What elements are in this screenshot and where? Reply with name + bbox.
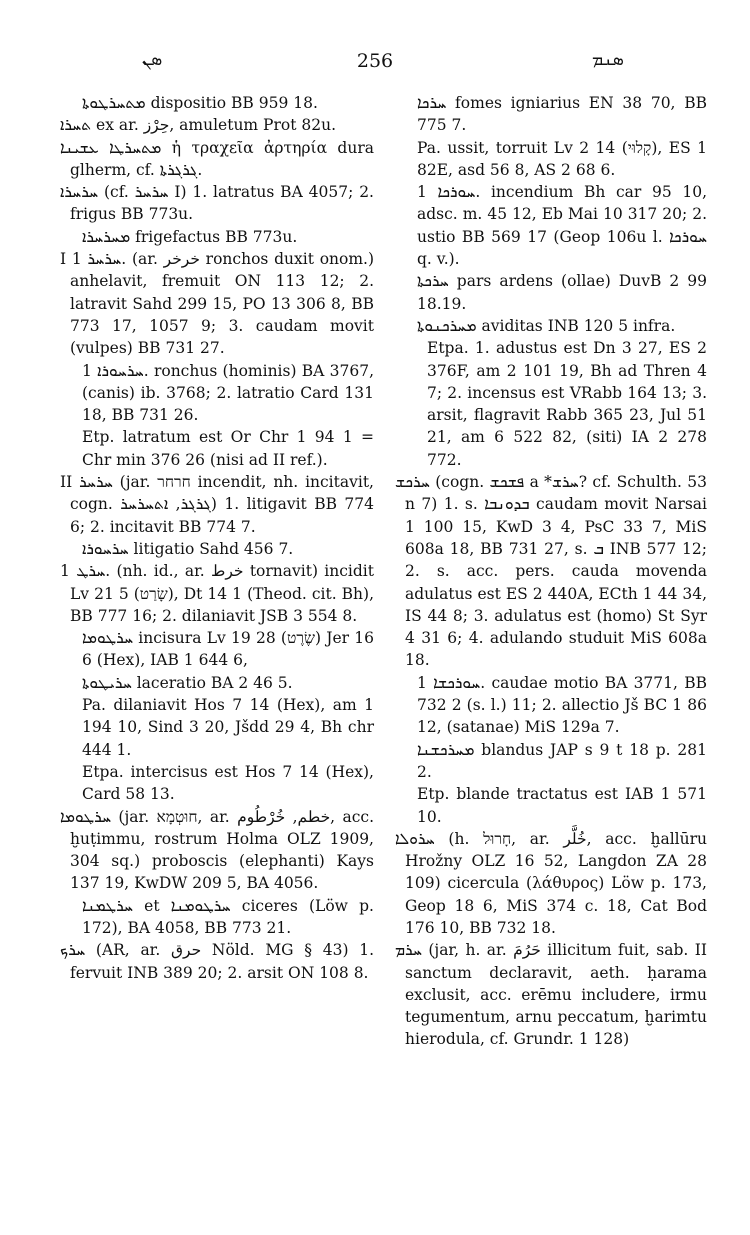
page-number: 256: [356, 50, 394, 72]
dictionary-entry: ܚܪܟܫ (cogn. ܦܫܟܫ a *ܚܪܫ? cf. Schulth. 53 n 7) 1. s. ܒܕܘܢܒܐ caudam movit Narsai 1 100 15, KwD 3 4, PsC 33 7, MiS 608a 18, BB 731 27, s. ܒ INB 577 12; 2. s. acc. pers. cauda movenda adulatus est ES 2 440A, ECth 1 44 34, IS 44 8; 3. adulatus est (homo) St Syr 4 31 6; 4. adulando studuit MiS 608a 18.: [395, 473, 708, 670]
dictionary-entry: ܡܚܪܟܢܘܬܐ aviditas INB 120 5 infra.: [417, 316, 676, 335]
dictionary-entry: ܚܘܪܟܐ 1. incendium Bh car 95 10, adsc. m. 45 12, Eb Mai 10 317 20; 2. ustio BB 569 17 (Geop 106u l. ܚܘܪܟܐ q. v.).: [417, 183, 707, 269]
dictionary-entry: ܚܪܟܬܐ pars ardens (ollae) DuvB 2 99 18.19.: [417, 272, 707, 313]
right-column: [395, 92, 707, 1051]
dictionary-entry: ܚܪܚܘܪܐ litigatio Sahd 456 7.: [82, 539, 294, 558]
dictionary-entry: ܚܪܡ (jar, h. ar. حَرُمَ illicitum fuit, sab. II sanctum declaravit, aeth. ḥarama exclusit, acc. erēmu includere, irmu tegumentum, arnu peccatum, ḫarimtu hierodula, cf. Grundr. 1 128): [395, 941, 707, 1049]
dictionary-entry: ܚܪܚܪܐ (cf. ܚܪܚܪ I) 1. latratus BA 4057; 2. frigus BB 773u.: [60, 183, 374, 224]
dictionary-entry: ܚܪܛ 1. (nh. id., ar. خرط tornavit) incidit Lv 21 5 (שָׂרַט), Dt 14 1 (Theod. cit. Bh), BB 777 16; 2. dilaniavit JSB 3 554 8.: [60, 562, 374, 625]
dictionary-entry: II ܚܪܚܪ (jar. חרחר incendit, nh. incitavit, cogn. ܓܪܓܪ, ܐܬܚܪܚܪ) 1. litigavit BB 774 6; 2. incitavit BB 774 7.: [60, 473, 374, 536]
dictionary-entry: Etp. blande tractatus est IAB 1 571 10.: [417, 785, 707, 826]
dictionary-entry: ܚܪܚܘܪܐ 1. ronchus (hominis) BA 3767, (canis) ib. 3768; 2. latratio Card 131 18, BB 731 26.: [82, 361, 375, 425]
dictionary-entry: ܡܚܪܚܪܐ frigefactus BB 773u.: [82, 227, 298, 246]
dictionary-entry: ܡܬܚܪܛܘܬܐ dispositio BB 959 18.: [82, 94, 318, 112]
dictionary-entry: ܚܪܟ (AR, ar. حرق Nöld. MG § 43) 1. fervuit INB 389 20; 2. arsit ON 108 8.: [60, 941, 374, 982]
right-running-head: ܣܢܡ: [592, 50, 624, 70]
left-running-head: ܣܢ: [142, 50, 163, 70]
dictionary-entry: ܚܪܟܐ fomes igniarius EN 38 70, BB 775 7.: [417, 94, 707, 135]
dictionary-entry: ܚܪܘܠܐ (h. חָרוּל, ar. خُلَّر, acc. ḫallūru Hrožny OLZ 16 52, Langdon ZA 28 109) cicercula (λάθυρος) Löw p. 173, Geop 18 6, MiS 374 c. 18, Cat Bod 176 10, BB 732 18.: [395, 829, 708, 937]
dictionary-entry: Etpa. intercisus est Hos 7 14 (Hex), Card 58 13.: [82, 762, 374, 804]
dictionary-entry: Etp. latratum est Or Chr 1 94 1 = Chr min 376 26 (nisi ad II ref.).: [82, 428, 374, 469]
dictionary-entry: ܚܪܝܛܘܬܐ laceratio BA 2 46 5.: [82, 673, 293, 692]
dictionary-entry: ܚܘܪܟܫܐ 1. caudae motio BA 3771, BB 732 2 (s. l.) 11; 2. allectio Jš BC 1 86 12, (satanae) MiS 129a 7.: [417, 673, 707, 737]
dictionary-entry: ܡܚܪܟܫܢܐ blandus JAP s 9 t 18 p. 281 2.: [417, 740, 707, 781]
dictionary-entry: Pa. dilaniavit Hos 7 14 (Hex), am 1 194 10, Sind 3 20, Jšdd 29 4, Bh chr 444 1.: [82, 696, 374, 759]
left-column: [60, 92, 374, 984]
dictionary-entry: ܚܪܛܡܢܐ et ܚܪܛܘܡܢܐ ciceres (Löw p. 172), BA 4058, BB 773 21.: [82, 896, 374, 937]
dictionary-entry: ܬܚܪܐ ex ar. حِرْز, amuletum Prot 82u.: [60, 116, 337, 135]
dictionary-entry: Etpa. 1. adustus est Dn 3 27, ES 2 376F, am 2 101 19, Bh ad Thren 4 7; 2. incensus est VRabb 164 13; 3. arsit, flagravit Rabb 365 23, Jul 51 21, am 6 522 82, (siti) IA 2 278 772.: [427, 339, 707, 469]
dictionary-entry: ܚܪܛܘܡܐ incisura Lv 19 28 (שֶׂרֶט) Jer 16 6 (Hex), IAB 1 644 6,: [82, 629, 375, 670]
dictionary-entry: Pa. ussit, torruit Lv 2 14 (קָלוּי), ES 1 82E, asd 56 8, AS 2 68 6.: [417, 138, 708, 179]
dictionary-entry: I ܚܪܚܪ 1. (ar. خرخر ronchos duxit onom.) anhelavit, fremuit ON 113 12; 2. latravit Sahd 299 15, PO 13 306 8, BB 773 17, 1057 9; 3. caudam movit (vulpes) BB 731 27.: [60, 250, 375, 358]
running-header: [0, 50, 750, 80]
dictionary-entry: ܡܬܚܪܛܐ ܥܫܝܢܐ ἡ τραχεῖα ἀρτηρία dura glherm, cf. ܓܪܓܪܬܐ.: [60, 138, 374, 179]
dictionary-entry: ܚܪܛܘܡܐ (jar. חוּטְמָא, ar. خطم, خُرْطُوم, acc. ḫuṭimmu, rostrum Holma OLZ 1909, 304 sq.) proboscis (elephanti) Kays 137 19, KwDW 209 5, BA 4056.: [60, 807, 375, 893]
